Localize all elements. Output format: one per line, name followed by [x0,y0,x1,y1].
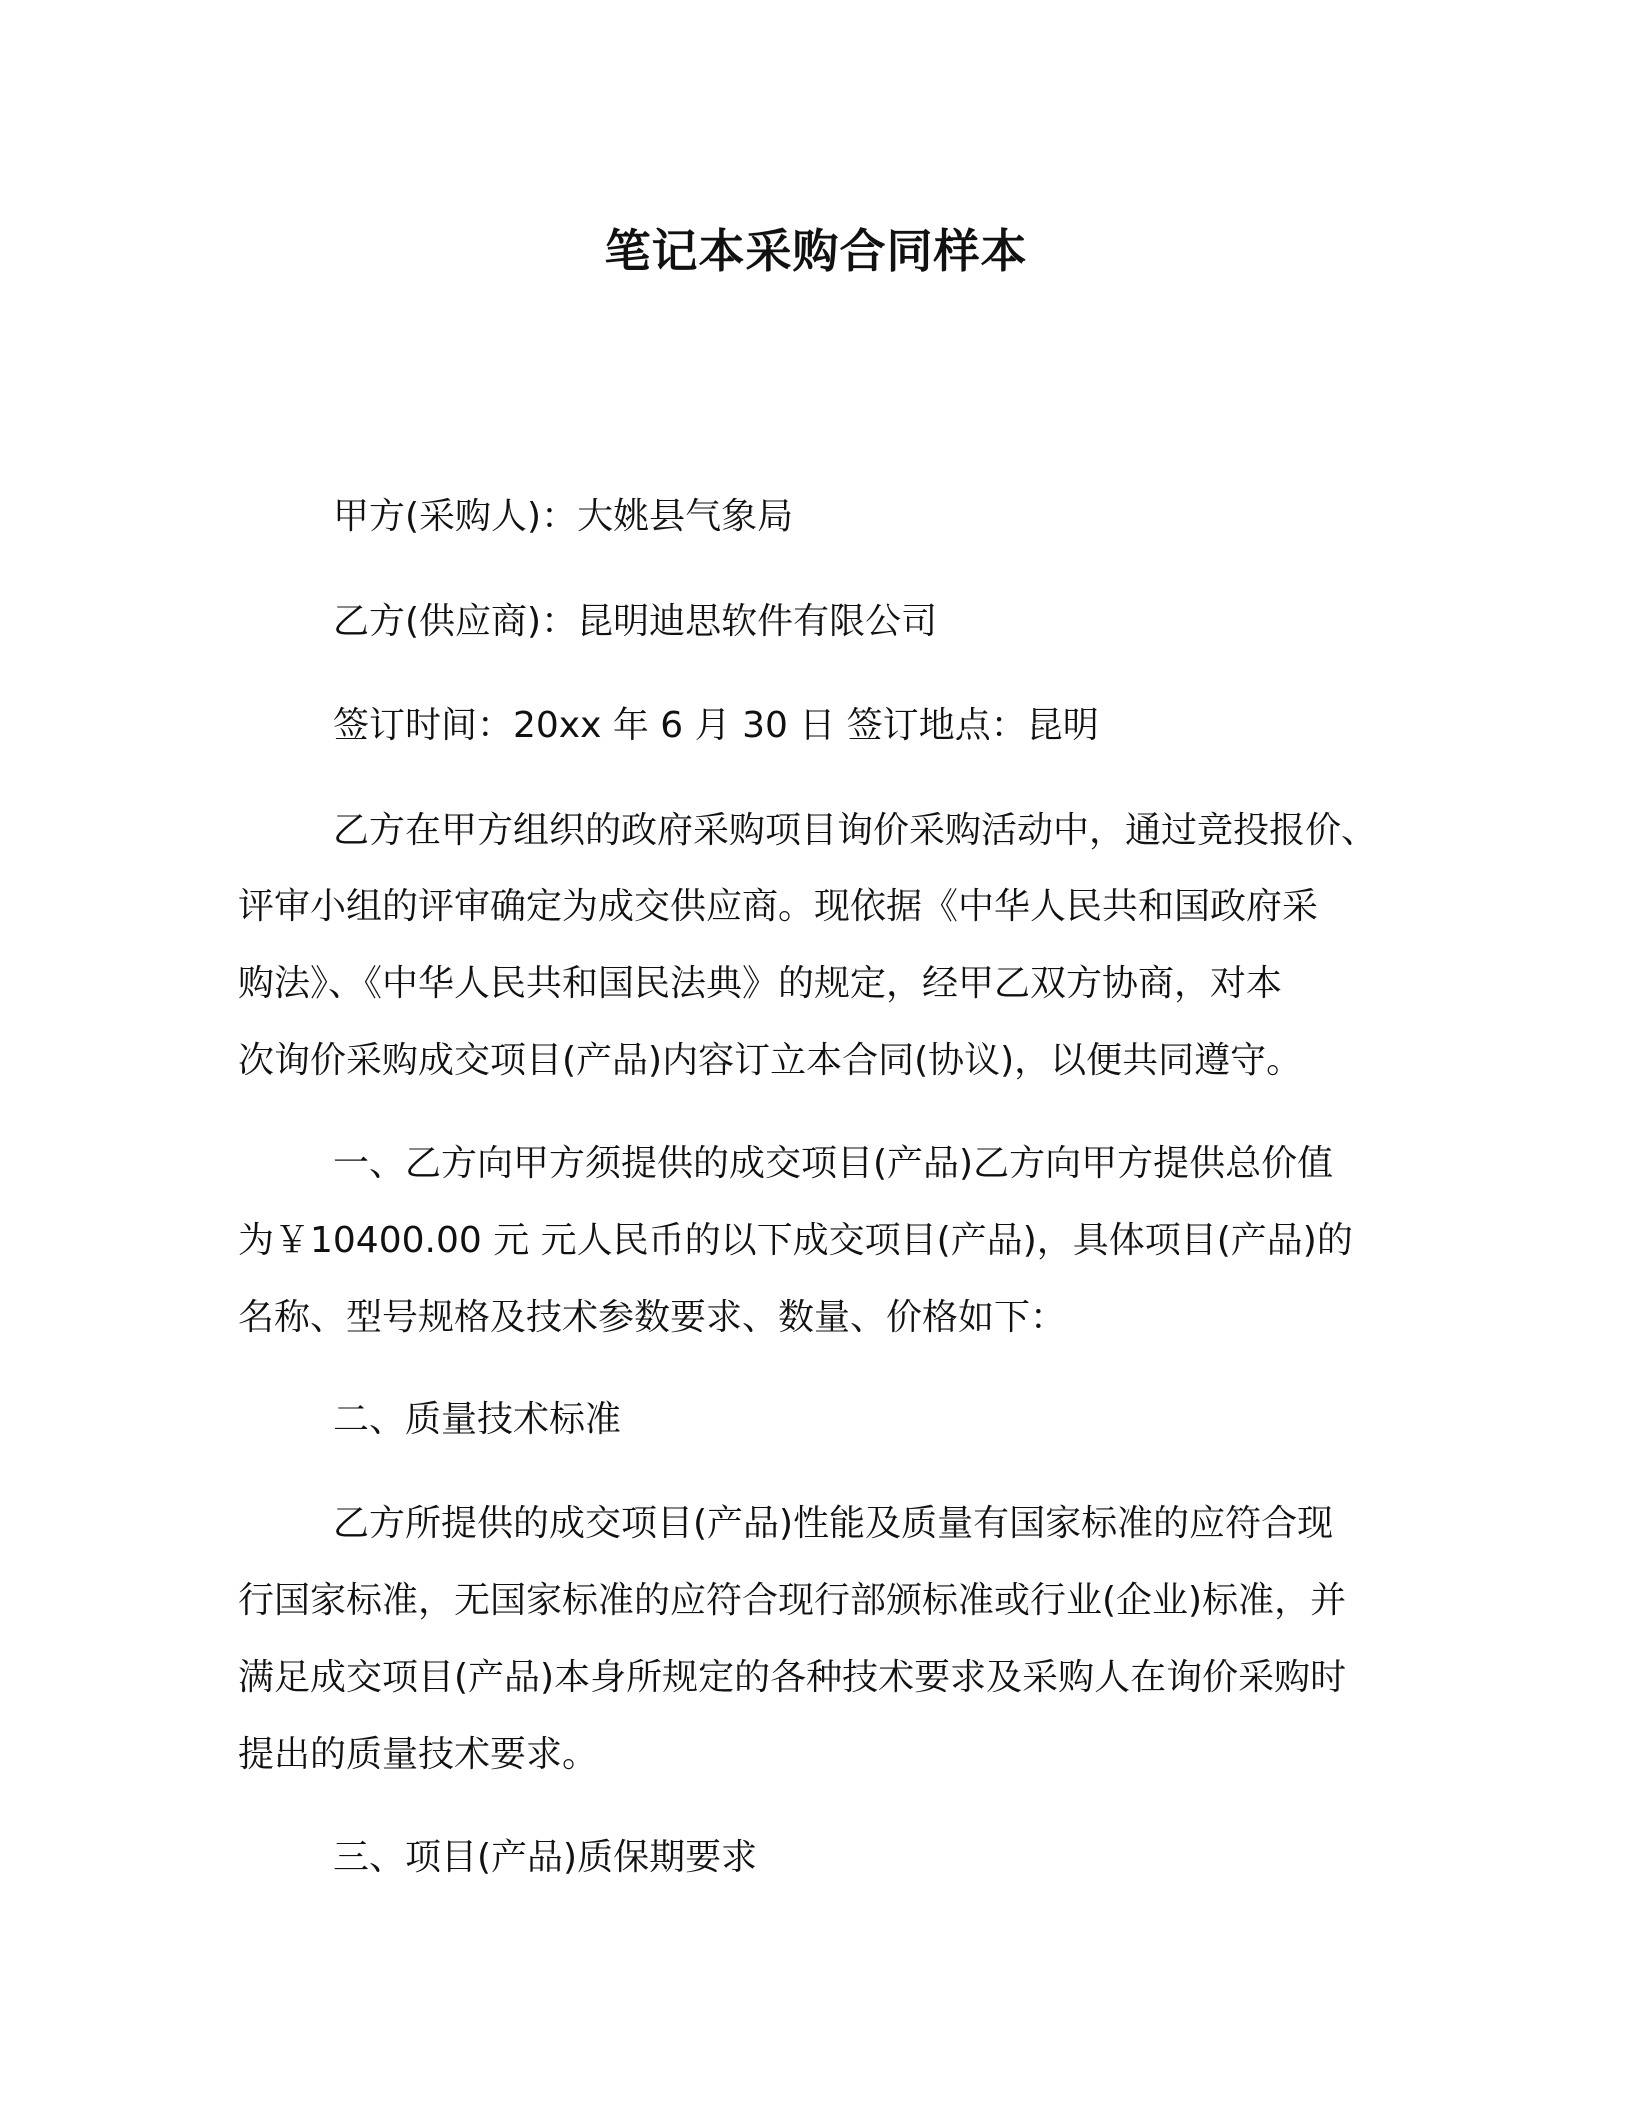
section2-line: 提出的质量技术要求。 [238,1734,599,1775]
intro-line: 评审小组的评审确定为成交供应商。现依据《中华人民共和国政府采 [238,886,1319,927]
intro-line: 购法》、《中华人民共和国民法典》的规定，经甲乙双方协商，对本 [238,963,1283,1004]
section1-line: 为￥10400.00 元 元人民币的以下成交项目(产品)，具体项目(产品)的 [238,1220,1353,1261]
section3-heading: 三、项目(产品)质保期要求 [333,1837,758,1878]
section1-line: 一、乙方向甲方须提供的成交项目(产品)乙方向甲方提供总价值 [333,1143,1334,1184]
intro-line: 乙方在甲方组织的政府采购项目询价采购活动中，通过竞投报价、 [333,810,1378,851]
intro-line: 次询价采购成交项目(产品)内容订立本合同(协议)，以便共同遵守。 [238,1040,1303,1081]
party-b-line: 乙方(供应商)：昆明迪思软件有限公司 [333,601,938,642]
section2-line: 行国家标准，无国家标准的应符合现行部颁标准或行业(企业)标准，并 [238,1580,1347,1621]
section1-line: 名称、型号规格及技术参数要求、数量、价格如下： [238,1297,1067,1338]
section2-line: 满足成交项目(产品)本身所规定的各种技术要求及采购人在询价采购时 [238,1657,1347,1698]
section2-heading: 二、质量技术标准 [333,1399,622,1440]
signing-line: 签订时间：20xx 年 6 月 30 日 签订地点：昆明 [333,705,1099,746]
party-a-line: 甲方(采购人)：大姚县气象局 [333,496,794,537]
section2-line: 乙方所提供的成交项目(产品)性能及质量有国家标准的应符合现 [333,1503,1334,1544]
document-title: 笔记本采购合同样本 [604,224,1028,278]
